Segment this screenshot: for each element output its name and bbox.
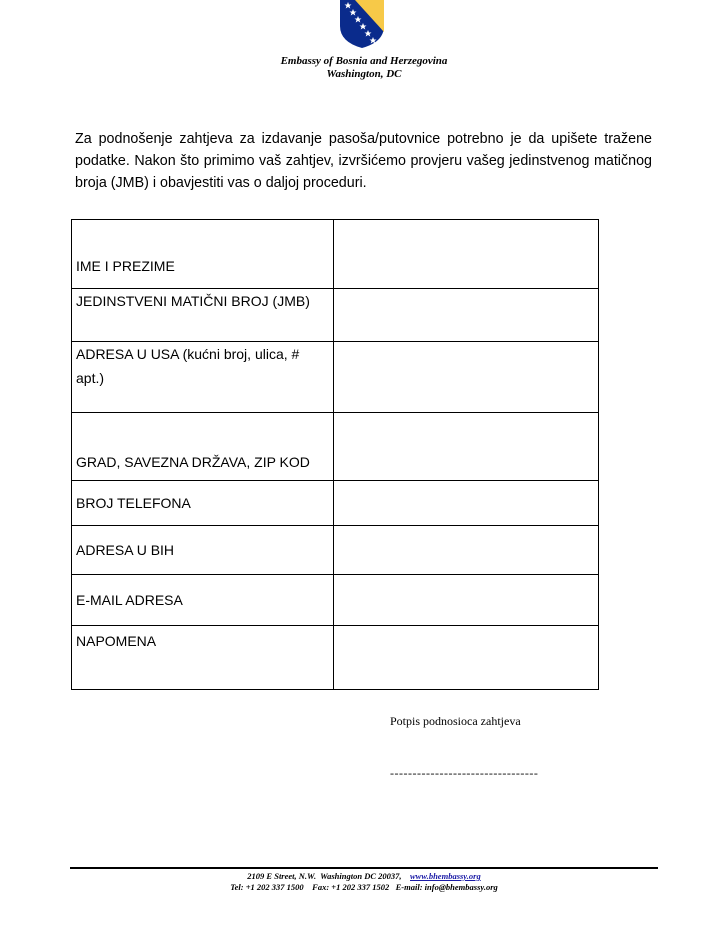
- form-label: ADRESA U USA (kućni broj, ulica, # apt.): [72, 342, 334, 413]
- footer-address-line: [0, 871, 728, 881]
- phone-input-cell[interactable]: [334, 481, 599, 526]
- application-form-table: [71, 219, 599, 690]
- bosnia-coat-of-arms-icon: [339, 0, 385, 48]
- form-row-bih-address: [72, 526, 599, 575]
- signature-line[interactable]: ---------------------------------: [390, 766, 539, 780]
- email-input-cell[interactable]: [334, 575, 599, 626]
- note-input-cell[interactable]: [334, 626, 599, 690]
- form-row-city-state-zip: [72, 413, 599, 481]
- website-link[interactable]: www.bhembassy.org: [410, 871, 481, 881]
- form-row-phone: [72, 481, 599, 526]
- form-label: NAPOMENA: [72, 626, 334, 690]
- signature-label: Potpis podnosioca zahtjeva: [390, 714, 521, 728]
- jmb-input-cell[interactable]: [334, 289, 599, 342]
- form-label: BROJ TELEFONA: [72, 481, 334, 526]
- bih-address-input-cell[interactable]: [334, 526, 599, 575]
- form-row-email: [72, 575, 599, 626]
- footer-divider: [70, 867, 658, 869]
- form-row-usa-address: [72, 342, 599, 413]
- form-label: ADRESA U BIH: [72, 526, 334, 575]
- embassy-name: Embassy of Bosnia and Herzegovina: [280, 55, 448, 67]
- form-label: E-MAIL ADRESA: [72, 575, 334, 626]
- city-state-zip-input-cell[interactable]: [334, 413, 599, 481]
- name-input-cell[interactable]: [334, 220, 599, 289]
- form-label: GRAD, SAVEZNA DRŽAVA, ZIP KOD: [72, 413, 334, 481]
- footer-contacts: Tel: +1 202 337 1500 Fax: +1 202 337 1502 E-mail: info@bhembassy.org: [230, 882, 498, 892]
- usa-address-input-cell[interactable]: [334, 342, 599, 413]
- form-label: JEDINSTVENI MATIČNI BROJ (JMB): [72, 289, 334, 342]
- form-row-note: [72, 626, 599, 690]
- embassy-city: Washington, DC: [326, 68, 402, 80]
- form-label: IME I PREZIME: [72, 220, 334, 289]
- intro-paragraph: Za podnošenje zahtjeva za izdavanje pasoša/putovnice potrebno je da upišete tražene podatke. Nakon što primimo vaš zahtjev, izvršićemo provjeru vašeg jedinstvenog matičnog broja (JMB) i obavjestiti vas o daljoj proceduri.: [75, 131, 652, 191]
- footer-address: 2109 E Street, N.W. Washington DC 20037,: [247, 871, 402, 881]
- form-row-jmb: [72, 289, 599, 342]
- form-row-name: [72, 220, 599, 289]
